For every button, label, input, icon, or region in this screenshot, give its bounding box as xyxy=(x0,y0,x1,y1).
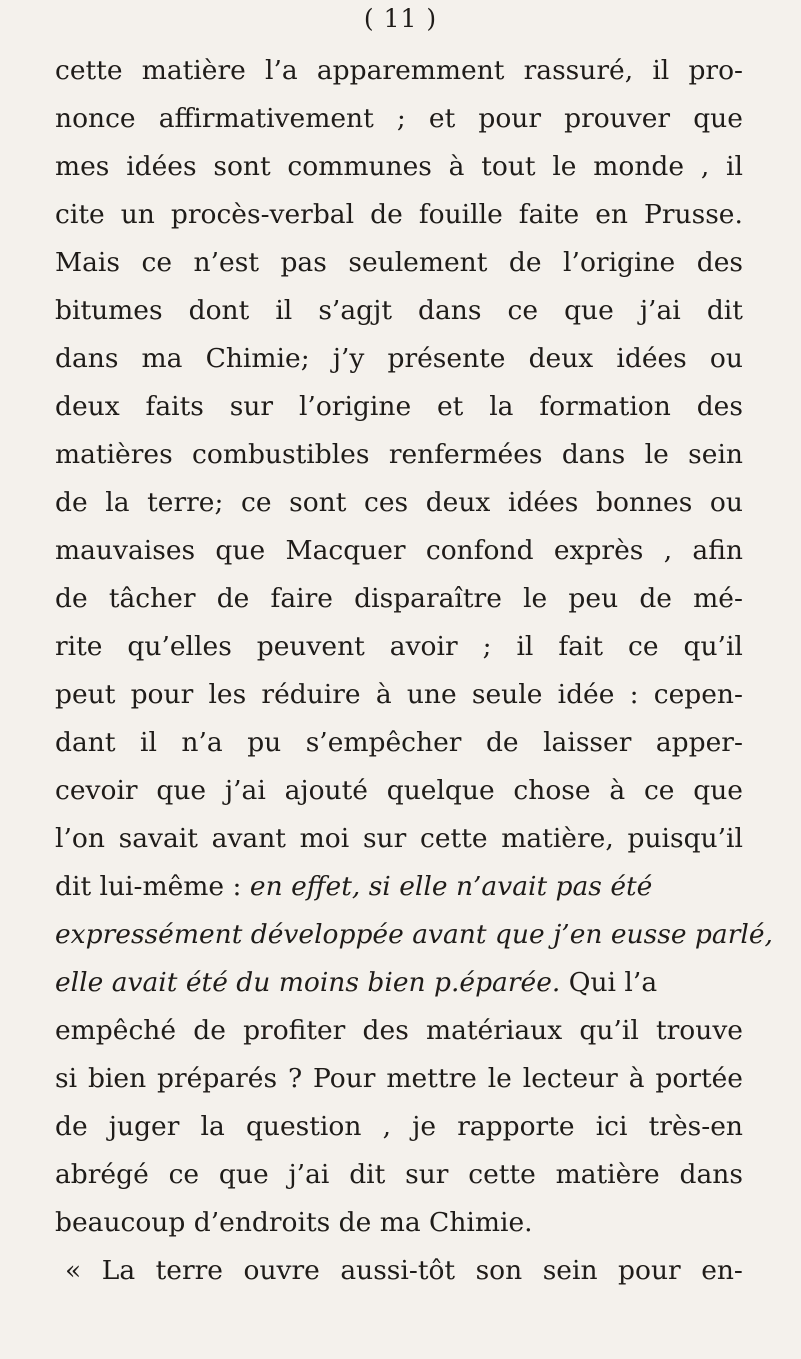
word: trouve xyxy=(655,1015,743,1046)
word: Pour xyxy=(313,1063,376,1094)
text-line xyxy=(55,623,743,671)
word: la xyxy=(489,391,514,422)
word: à xyxy=(375,679,392,710)
word: dit xyxy=(349,1159,386,1190)
text-line xyxy=(55,1103,743,1151)
text-line xyxy=(55,335,743,383)
text-line xyxy=(55,1055,743,1103)
word: ce xyxy=(643,775,675,806)
word: pour xyxy=(478,103,542,134)
word: à xyxy=(628,1063,645,1094)
word: disparaître xyxy=(354,583,502,614)
text-line-quote xyxy=(55,911,773,959)
word: cette xyxy=(420,823,488,854)
word: savait xyxy=(118,823,198,854)
word: formation xyxy=(539,391,671,422)
word: : xyxy=(629,679,639,710)
italic-quote: elle avait été du moins bien p.éparée. xyxy=(55,967,561,998)
word: peu xyxy=(568,583,619,614)
text-line-indented xyxy=(55,1247,743,1295)
word: ici xyxy=(595,1111,628,1142)
text-line xyxy=(55,287,743,335)
word: idées xyxy=(616,343,687,374)
word: de xyxy=(193,1015,226,1046)
word: en xyxy=(595,199,628,230)
word: que xyxy=(564,295,614,326)
word: le xyxy=(552,151,577,182)
word: réduire xyxy=(261,679,361,710)
word: un xyxy=(120,199,155,230)
word: faite xyxy=(518,199,580,230)
word: Prusse. xyxy=(644,199,743,230)
word: renfermées xyxy=(388,439,543,470)
word: ? xyxy=(287,1063,303,1094)
word: , xyxy=(382,1111,392,1142)
word: bonnes xyxy=(595,487,693,518)
word: procès-verbal xyxy=(170,199,355,230)
word: matières xyxy=(55,439,173,470)
word: à xyxy=(609,775,626,806)
word: confond xyxy=(425,535,534,566)
word: dant xyxy=(55,727,116,758)
quote-followup: Qui l’a xyxy=(560,967,658,998)
text-line xyxy=(55,575,743,623)
text-line-quote-end xyxy=(55,959,743,1007)
word: de xyxy=(55,1111,88,1142)
text-line xyxy=(55,815,743,863)
word: fait xyxy=(558,631,604,662)
word: ce xyxy=(168,1159,200,1190)
word: mettre xyxy=(386,1063,477,1094)
word: pour xyxy=(618,1255,681,1286)
word: ce xyxy=(241,487,272,518)
word: terre xyxy=(155,1255,223,1286)
word: nonce xyxy=(55,103,136,134)
word: Chimie; xyxy=(205,343,310,374)
word: dit xyxy=(706,295,743,326)
word: une xyxy=(406,679,457,710)
text-line: beaucoup d’endroits de ma Chimie. xyxy=(55,1207,533,1238)
text-line xyxy=(55,671,743,719)
word: si xyxy=(55,1063,78,1094)
word: il xyxy=(139,727,157,758)
word: que xyxy=(693,103,743,134)
word: ajouté xyxy=(284,775,368,806)
word: seule xyxy=(471,679,543,710)
word: l’a xyxy=(264,55,298,86)
word: qu’elles xyxy=(127,631,232,662)
word: sur xyxy=(362,823,407,854)
word: La xyxy=(101,1255,136,1286)
word: , xyxy=(700,151,710,182)
word: pas xyxy=(280,247,327,278)
word: monde xyxy=(593,151,685,182)
word: ce xyxy=(141,247,173,278)
word: mé- xyxy=(693,583,743,614)
word: très-en xyxy=(648,1111,743,1142)
word: matériaux xyxy=(425,1015,563,1046)
word: de xyxy=(55,583,88,614)
word: rapporte xyxy=(457,1111,575,1142)
text-line xyxy=(55,431,743,479)
word: idées xyxy=(126,151,197,182)
word: qu’il xyxy=(579,1015,639,1046)
word: puisqu’il xyxy=(627,823,743,854)
word: de xyxy=(639,583,672,614)
word: ma xyxy=(141,343,183,374)
word: pro- xyxy=(688,55,743,86)
text-line xyxy=(55,479,743,527)
word: j’ai xyxy=(639,295,681,326)
word: pu xyxy=(247,727,282,758)
quote-intro: dit lui-même : xyxy=(55,871,250,902)
word: de xyxy=(485,727,519,758)
word: en- xyxy=(701,1255,743,1286)
word: cite xyxy=(55,199,105,230)
word: terre; xyxy=(147,487,224,518)
word: sein xyxy=(542,1255,598,1286)
word: sont xyxy=(213,151,271,182)
word: s’agjt xyxy=(318,295,392,326)
word: abrégé xyxy=(55,1159,149,1190)
word: des xyxy=(696,247,743,278)
word: sur xyxy=(229,391,274,422)
text-line xyxy=(55,767,743,815)
word: matière xyxy=(555,1159,660,1190)
word: question xyxy=(245,1111,362,1142)
word: peuvent xyxy=(256,631,365,662)
word: deux xyxy=(55,391,120,422)
word: avant xyxy=(211,823,286,854)
word: prouver xyxy=(564,103,671,134)
word: la xyxy=(200,1111,225,1142)
word: , xyxy=(663,535,673,566)
word: deux xyxy=(528,343,594,374)
word: portée xyxy=(655,1063,743,1094)
word: afin xyxy=(692,535,743,566)
word: rassuré, xyxy=(523,55,634,86)
word: n’est xyxy=(193,247,259,278)
word: présente xyxy=(387,343,506,374)
word: faits xyxy=(145,391,204,422)
word: combustibles xyxy=(192,439,370,470)
word: pour xyxy=(130,679,194,710)
text-line-quote-start xyxy=(55,863,743,911)
word: l’on xyxy=(55,823,105,854)
word: il xyxy=(275,295,293,326)
word: ; xyxy=(482,631,492,662)
word: « xyxy=(65,1255,82,1286)
word: fouille xyxy=(418,199,503,230)
word: son xyxy=(475,1255,523,1286)
word: ces xyxy=(364,487,409,518)
word: préparés xyxy=(157,1063,278,1094)
word: seulement xyxy=(348,247,488,278)
word: de xyxy=(55,487,88,518)
word: apparemment xyxy=(316,55,505,86)
text-line xyxy=(55,191,743,239)
word: bien xyxy=(87,1063,147,1094)
word: ; xyxy=(396,103,406,134)
word: la xyxy=(105,487,130,518)
text-line xyxy=(55,383,743,431)
text-line xyxy=(55,239,743,287)
word: quelque xyxy=(386,775,495,806)
word: il xyxy=(516,631,534,662)
word: aussi-tôt xyxy=(340,1255,456,1286)
word: matière, xyxy=(501,823,614,854)
word: de xyxy=(216,583,250,614)
word: faire xyxy=(270,583,333,614)
word: lecteur xyxy=(522,1063,618,1094)
italic-quote: en effet, si elle n’avait pas été xyxy=(249,871,653,902)
word: communes xyxy=(287,151,432,182)
text-line xyxy=(55,719,743,767)
word: cette xyxy=(55,55,123,86)
word: mauvaises xyxy=(55,535,196,566)
word: que xyxy=(218,1159,269,1190)
word: j’y xyxy=(332,343,365,374)
text-line xyxy=(55,47,743,95)
word: les xyxy=(208,679,247,710)
word: juger xyxy=(108,1111,180,1142)
word: sur xyxy=(405,1159,449,1190)
word: rite xyxy=(55,631,103,662)
word: à xyxy=(448,151,465,182)
word: cepen- xyxy=(653,679,743,710)
word: sont xyxy=(289,487,347,518)
word: dans xyxy=(561,439,626,470)
word: l’origine xyxy=(563,247,676,278)
word: et xyxy=(428,103,456,134)
word: apper- xyxy=(655,727,743,758)
body-text xyxy=(55,47,773,1295)
word: bitumes xyxy=(55,295,163,326)
word: le xyxy=(523,583,548,614)
word: dont xyxy=(188,295,250,326)
word: idées xyxy=(507,487,579,518)
word: laisser xyxy=(543,727,632,758)
word: peut xyxy=(55,679,116,710)
word: ouvre xyxy=(243,1255,320,1286)
word: le xyxy=(487,1063,512,1094)
word: des xyxy=(696,391,743,422)
word: sein xyxy=(688,439,743,470)
word: mes xyxy=(55,151,110,182)
text-line xyxy=(55,143,743,191)
word: que xyxy=(215,535,266,566)
word: deux xyxy=(425,487,491,518)
word: moi xyxy=(299,823,350,854)
word: dans xyxy=(679,1159,743,1190)
text-line xyxy=(55,1007,743,1055)
word: de xyxy=(508,247,542,278)
text-line xyxy=(55,95,743,143)
word: ou xyxy=(709,343,743,374)
word: l’origine xyxy=(298,391,412,422)
word: le xyxy=(644,439,669,470)
word: idée xyxy=(557,679,615,710)
word: Macquer xyxy=(285,535,406,566)
word: des xyxy=(362,1015,409,1046)
italic-quote: expressément développée avant que j’en eusse parlé, xyxy=(55,919,773,950)
word: j’ai xyxy=(224,775,266,806)
page-number: ( 11 ) xyxy=(363,4,438,33)
word: cette xyxy=(468,1159,536,1190)
word: il xyxy=(652,55,670,86)
word: dans xyxy=(418,295,482,326)
text-line xyxy=(55,1151,743,1199)
word: Mais xyxy=(55,247,121,278)
word: empêché xyxy=(55,1015,177,1046)
word: et xyxy=(436,391,464,422)
word: ou xyxy=(709,487,743,518)
word: profiter xyxy=(243,1015,346,1046)
word: n’a xyxy=(181,727,223,758)
word: je xyxy=(412,1111,437,1142)
word: affirmativement xyxy=(158,103,374,134)
word: de xyxy=(370,199,403,230)
word: tâcher xyxy=(108,583,196,614)
word: ce xyxy=(507,295,539,326)
word: s’empêcher xyxy=(305,727,462,758)
word: ce xyxy=(628,631,659,662)
word: cevoir xyxy=(55,775,138,806)
word: chose xyxy=(513,775,591,806)
word: qu’il xyxy=(683,631,743,662)
word: que xyxy=(693,775,743,806)
word: exprès xyxy=(553,535,644,566)
word: tout xyxy=(481,151,536,182)
word: que xyxy=(156,775,207,806)
word: avoir xyxy=(389,631,458,662)
word: j’ai xyxy=(288,1159,330,1190)
word: dans xyxy=(55,343,119,374)
text-line xyxy=(55,527,743,575)
word: il xyxy=(726,151,743,182)
word: matière xyxy=(141,55,246,86)
